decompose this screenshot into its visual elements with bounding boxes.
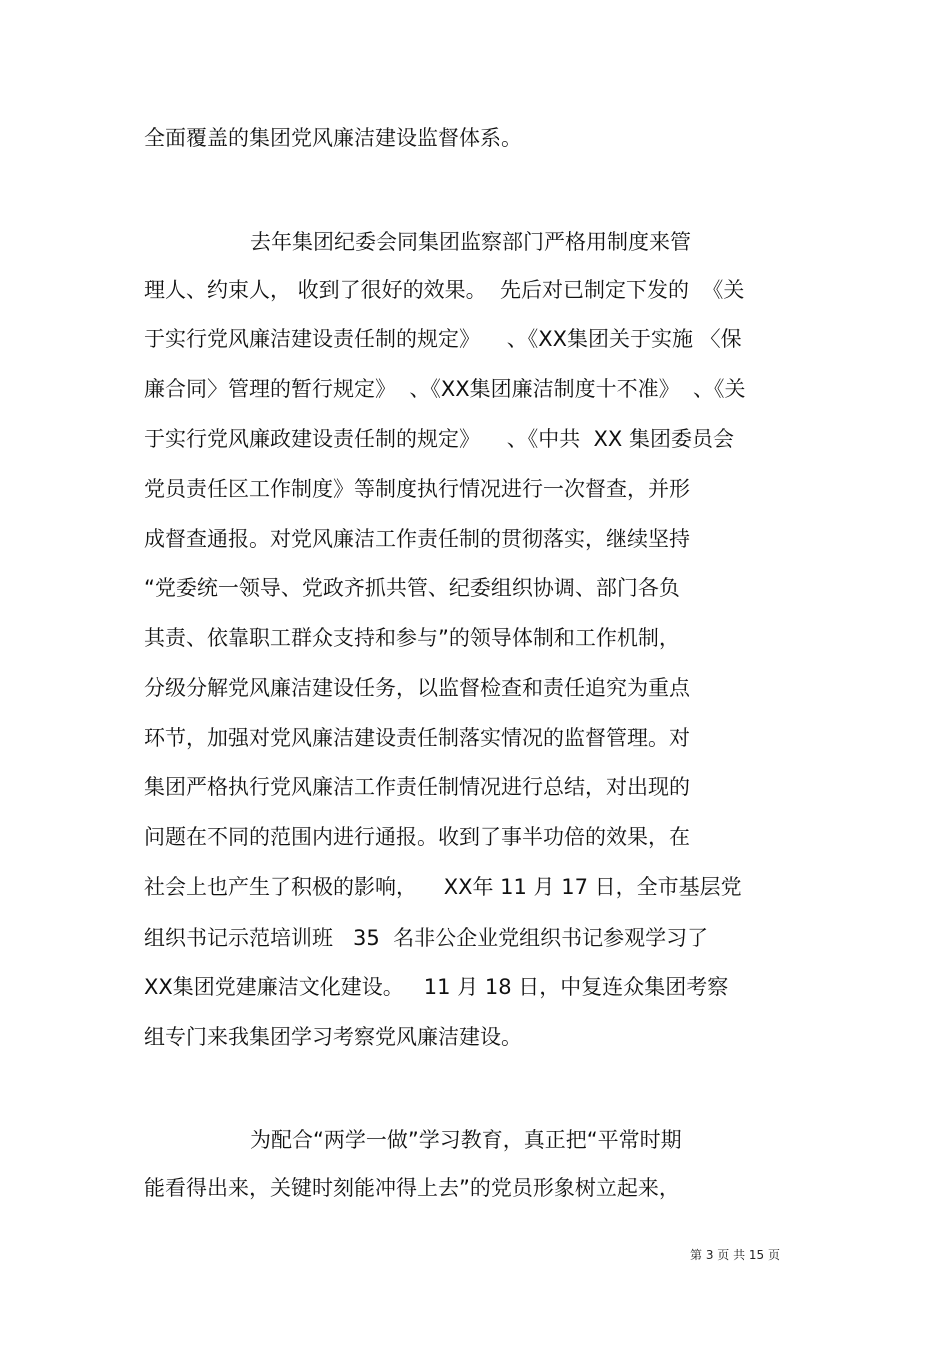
text-line-6: 于实行党风廉政建设责任制的规定》 、《中共 XX 集团委员会 [144, 427, 734, 451]
text-line-9: “党委统一领导、党政齐抓共管、纪委组织协调、部门各负 [144, 576, 680, 600]
text-line-15: 社会上也产生了积极的影响， XX年 11 月 17 日，全市基层党 [144, 875, 742, 899]
text-line-7: 党员责任区工作制度》等制度执行情况进行一次督查，并形 [144, 477, 690, 501]
text-line-1: 全面覆盖的集团党风廉洁建设监督体系。 [144, 126, 522, 150]
text-line-17: XX集团党建廉洁文化建设。 11 月 18 日，中复连众集团考察 [144, 975, 729, 999]
text-line-4: 于实行党风廉洁建设责任制的规定》 、《XX集团关于实施 〈保 [144, 327, 742, 351]
text-line-14: 问题在不同的范围内进行通报。收到了事半功倍的效果，在 [144, 825, 690, 849]
text-line-8: 成督查通报。对党风廉洁工作责任制的贯彻落实，继续坚持 [144, 527, 690, 551]
text-line-13: 集团严格执行党风廉洁工作责任制情况进行总结，对出现的 [144, 775, 690, 799]
paragraph-3-first-line: 为配合“两学一做”学习教育，真正把“平常时期 [250, 1128, 682, 1152]
text-line-5: 廉合同〉管理的暂行规定》 、《XX集团廉洁制度十不准》 、《关 [144, 377, 746, 401]
text-line-18: 组专门来我集团学习考察党风廉洁建设。 [144, 1025, 522, 1049]
text-line-16: 组织书记示范培训班 35 名非公企业党组织书记参观学习了 [144, 926, 709, 950]
paragraph-2-first-line: 去年集团纪委会同集团监察部门严格用制度来管 [250, 230, 691, 254]
text-line-12: 环节，加强对党风廉洁建设责任制落实情况的监督管理。对 [144, 726, 690, 750]
text-line-3: 理人、约束人， 收到了很好的效果。 先后对已制定下发的 《关 [144, 278, 745, 302]
text-line-20: 能看得出来，关键时刻能冲得上去”的党员形象树立起来， [144, 1176, 680, 1200]
text-line-10: 其责、依靠职工群众支持和参与”的领导体制和工作机制， [144, 626, 680, 650]
page-number-footer: 第 3 页 共 15 页 [690, 1248, 780, 1262]
text-line-11: 分级分解党风廉洁建设任务，以监督检查和责任追究为重点 [144, 676, 690, 700]
